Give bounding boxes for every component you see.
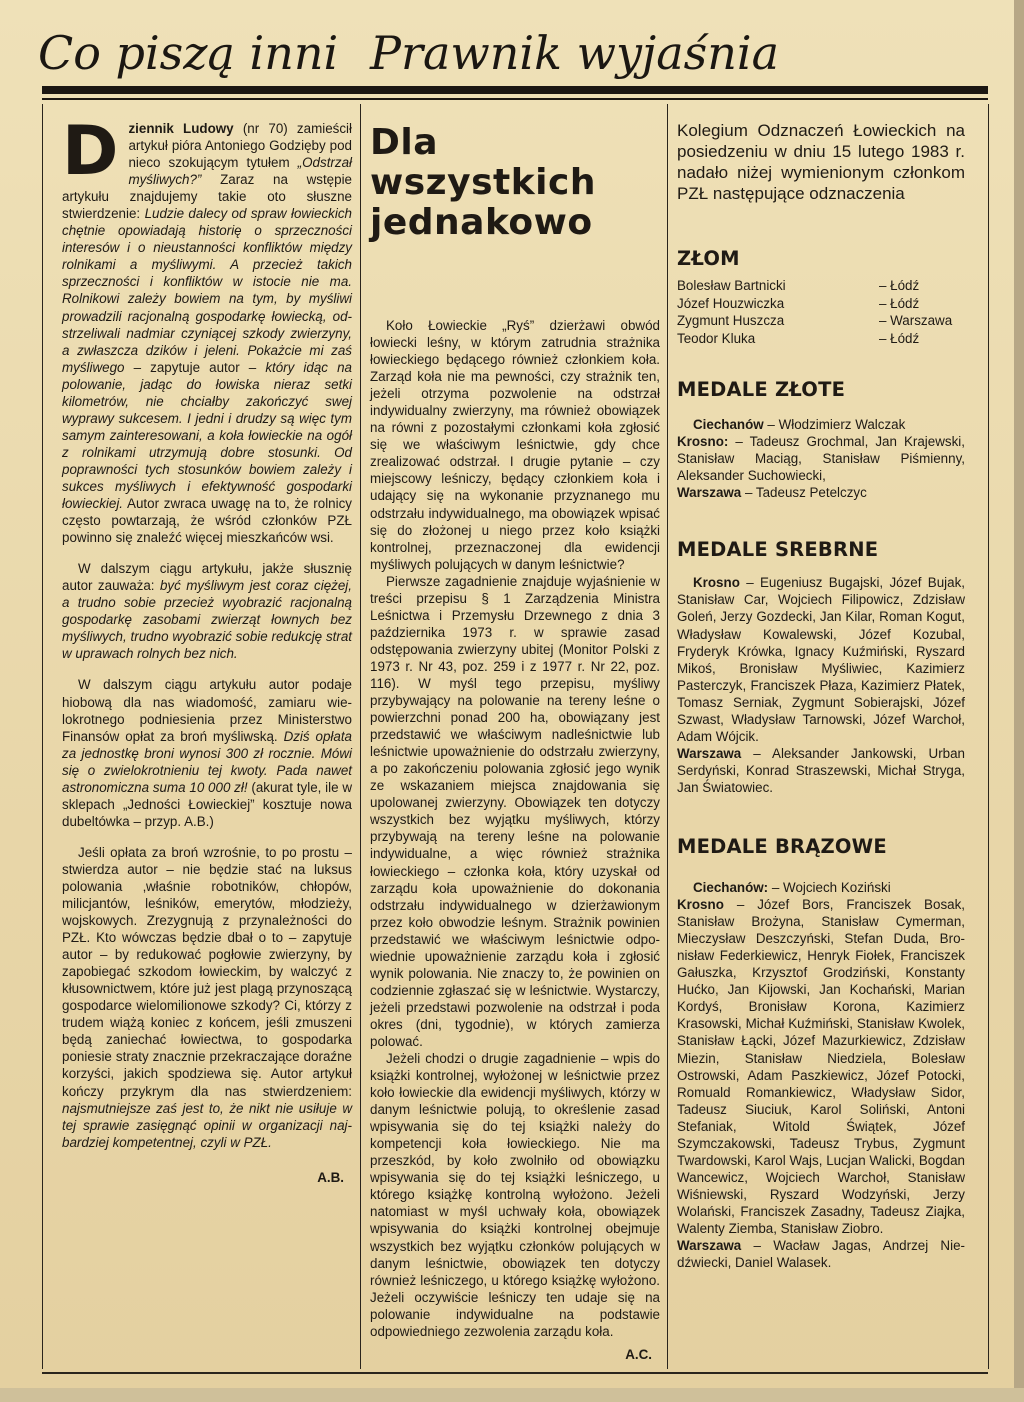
- article-headline: Dla wszystkich jednakowo: [370, 122, 596, 243]
- bronze-recipients: Ciechanów: – Wojciech Koziński Krosno – Józef Bors, Franciszek Bosak, Stanisław Brożyna, Stanisław Cymerman, Mieczysław Deszczyński, Stefan Duda, Bronisław Federkiewicz, Henryk Fiołek, Franciszek Gałuszka, Krzysztof Grodziński, Konstanty Hućko, Jan Kijowski, Jan Kochański, Marian Kordyś, Bronisław Korona, Kazimierz Krasowski, Michał Kuźmiński, Stanisław Kwolek, Stanisław Łącki, Józef Mazurkiewicz, Zdzisław Miezin, Stanisław Niedziela, Bolesław Ostrowski, Adam Paszkiewicz, Józef Potocki, Romuald Romankiewicz, Władysław Sidor, Tadeusz Siuciuk, Karol Soliński, Antoni Stefaniak, Witold Świątek, Józef Szymczakowski, Tadeusz Trybus, Zygmunt Twardowski, Karol Wajs, Lucjan Walicki, Bogdan Wancewicz, Wojciech Warchoł, Stanisław Wiśniewski, Ryszard Wodzyński, Jerzy Wolański, Franciszek Zasadny, Tadeusz Ziajka, Walenty Ziemba, Stanisław Ziobro. Warszawa – Wacław Jagas, Andrzej Niedźwiecki, Daniel Walasek.: [677, 880, 965, 1271]
- article-paragraph: Koło Łowieckie „Ryś” dzierżawi obwód łowiecki leśny, w którym zatrudnia strażnika łowieckiego będącego również członkiem koła. Zarząd koła nie ma pewności, czy strażnik ten, jeżeli otrzyma pozwolenie na odstrzał indywidualny zwierzyny, ma również obowiązek na równi z pozostałymi członkami koła zgłosić się we właściwym leśnictwie, gdy chce zrealizować odstrzał. I drugie pytanie – czy miejscowy leśniczy, będący członkiem koła i udający się na wykonanie przyznanego mu odstrzału indywidualnego, ma obowiązek wpisać się do złożonej u niego przez koło książki kontrolnej, przeznaczonej dla ewidencji myśliwych polujących w danym leśnictwie?: [370, 318, 660, 572]
- recipient-row: [677, 312, 965, 330]
- article-paragraph: Pierwsze zagadnienie znajduje wyjaśnienie w treści przepisu § 1 Zarządzenia Ministra Leśnictwa i Przemysłu Drzewnego z dnia 3 października 1973 r. w sprawie zasad odstępowania zwierzyny ubitej (Monitor Polski z 1973 r. Nr 43, poz. 259 i z 1977 r. Nr 22, poz. 116). W myśl tego przepisu, myśliwy przybywający na polowanie na tereny leśne o powierzchni ponad 200 ha, obowiązany jest przedstawić we właściwym nadleśnictwie lub leśnictwie upoważnienie do odstrzału zwierzyny, a po zakończeniu polowania zgłosić jego wynik ze wskazaniem miejsca znajdowania się upolowanej zwierzyny. Obowiązek ten dotyczy wszystkich bez wyjątku myśliwych, którzy przybywają na tereny leśne na polowanie indywidualne, a więc również strażnika łowieckiego – członka koła, który uzyskał od zarządu koła upoważnienie do dokonania odstrzału indywidualnego w dzierżawionym przez koło obwodzie leśnym. Strażnik powinien przedstawić we właściwym leśnictwie odpowiednie upoważnienie zarządu koła i zgłosić wynik polowania. Nie znaczy to, że powinien on codziennie zgłaszać się w leśnictwie. Wystarczy, jeżeli przedstawi pozwolenie na odstrzał i poda okres (dni, tygodnie), w których zamierza polować.: [370, 573, 660, 1049]
- frame-bottom: [42, 1372, 988, 1374]
- recipient-name: Józef Houzwiczka: [677, 295, 785, 311]
- paragraph-text: ziennik Ludowy (nr 70) zamieścił artykuł pióra Antoniego Godzięby pod nieco szokującym tytułem „Odstrzał myśliwych?” Zaraz na wstępie artykułu znajdujemy takie oto słuszne stwierdzenie: Ludzie dalecy od spraw łowieckich chętnie opowiadają historię o sprzeczności interesów i o nieustanności konfliktów między rolnikami a myśliwymi. A przecież takich sprzeczności i konfliktów w istocie nie ma. Rolnikowi zależy bowiem na tym, by myśliwi prowadzili racjonalną gospodarkę łowiecką, odstrzeliwali nadmiar czyniącej szkody zwierzyny, a zwłaszcza dzików i jeleni. Pokażcie mi zaś myśliwego – zapytuje autor – który idąc na polowanie, jadąc do łowiska nieraz setki kilometrów, nie chciałby zakończyć swej wyprawy sukcesem. I jedni i drudzy są więc tym samym zainteresowani, a koła łowieckie na ogół z rolnikami utrzymują dobre stosunki. Od poprawności tych stosunków bowiem zależy i sukces myśliwych i efektywność gospodarki łowieckiej. Autor zwraca uwagę na to, że rolnicy często powtarzają, że wśród członków PZŁ powinno się znaleźć więcej mieszkańców wsi.: [62, 121, 352, 546]
- article-paragraph: Jeżeli chodzi o drugie zagadnienie – wpis do książki kontrolnej, wyłożonej w leśnictwie przez koło łowieckie dla ewidencji myśliwych, którzy w danym leśnictwie polują, to określenie zasad wpisywania się do tej książki należy do kompetencji koła łowieckiego. Nie ma przeszkód, by koło zwolniło od obowiązku wpisywania się do tej książki leśniczego, u którego książkę kontrolną wyłożono. Jeżeli natomiast w myśl uchwały koła, obowiązek wpisywania do książki kontrolnej obejmuje wszystkich bez wyjątku członków polujących w danym leśnictwie, obowiązek ten dotyczy również leśniczego, u którego książkę wyłożono. Jeżeli oczywiście leśniczy ten udaje się na polowanie indywidualne na podstawie odpowiedniego zezwolenia zarządu koła.: [370, 1051, 660, 1339]
- article-column-press-review: [62, 112, 352, 1186]
- award-heading-bronze: MEDALE BRĄZOWE: [677, 834, 887, 858]
- recipient-name: Teodor Kluka: [677, 330, 756, 346]
- recipient-city: – Łódź: [879, 295, 920, 311]
- author-signature: A.B.: [317, 1169, 344, 1185]
- article-column-legal: [370, 123, 660, 1363]
- author-signature: A.C.: [625, 1346, 652, 1362]
- recipient-name: Bolesław Bartnicki: [677, 278, 786, 294]
- zlom-recipients-table: [677, 277, 965, 347]
- frame-right: [988, 104, 989, 1369]
- award-heading-zlom: ZŁOM: [677, 247, 740, 270]
- recipient-row: [677, 295, 965, 313]
- award-heading-silver: MEDALE SREBRNE: [677, 538, 879, 562]
- header-rule: [42, 86, 988, 94]
- recipient-city: – Warszawa: [879, 313, 953, 329]
- recipient-city: – Łódź: [879, 330, 920, 346]
- article-paragraph: W dalszym ciągu artykułu, jakże słusznię autor zauważa: być myśliwym jest coraz ciężej, a trudno sobie przecież wyobrazić racjonalną gospodarkę zasobami zwierząt łownych bez myśliwych, trudno wyobrazić sobie redukcję strat w uprawach rolnych bez nich.: [62, 561, 352, 662]
- recipient-city: – Łódź: [879, 278, 920, 294]
- award-heading-gold: MEDALE ZŁOTE: [677, 378, 846, 402]
- page-edge-shadow: [1014, 0, 1024, 1402]
- drop-cap: D: [62, 112, 119, 191]
- silver-recipients: Krosno – Eugeniusz Bugajski, Józef Bujak, Stanisław Car, Wojciech Filipowicz, Zdzisław Goleń, Jerzy Gozdecki, Jan Kilar, Roman Kogut, Władysław Kowalewski, Józef Kozubal, Fryderyk Krówka, Ignacy Kuźmiński, Ryszard Mikoś, Bronisław Myśliwiec, Kazimierz Pasterczyk, Franciszek Płaza, Kazimierz Płatek, Tomasz Serniak, Zygmunt Sobierajski, Józef Szwast, Władysław Tarnowski, Józef Warchoł, Adam Wójcik. Warszawa – Aleksander Jankowski, Urban Serdyński, Konrad Straszewski, Michał Stryga, Jan Światowiec.: [677, 575, 965, 795]
- header-rule-thin: [42, 98, 988, 100]
- article-paragraph: W dalszym ciągu artykułu autor podaje hiobową dla nas wiadomość, zamiaru wielokrotnego podniesienia przez Ministerstwo Finansów opłat za broń myśliwską. Dziś opłata za jednostkę broni wynosi 300 zł rocznie. Mówi się o zwielokrotnieniu tej kwoty. Pada nawet astronomiczna suma 10 000 zł! (akurat tyle, ile w sklepach „Jedności Łowieckiej” kosztuje nowa dubeltówka – przyp. A.B.): [62, 677, 352, 829]
- section-title-right: Prawnik wyjaśnia: [370, 26, 779, 80]
- page-bottom-edge: [0, 1388, 1024, 1402]
- article-paragraph: Jeśli opłata za broń wzrośnie, to po prostu – stwierdza autor – nie będzie stać na luksus polowania ‚właśnie robotników, chłopów, milicjantów, leśników, emerytów, młodzieży, wojskowych. Zrezygnują z przynależności do PZŁ. Kto wówczas będzie dbał o to – zapytuje autor – by redukować pogłowie zwierzyny, by zapobiegać szkodom łowieckim, by walczyć z kłusownictwem, które już jest plagą przynoszącą gospodarce wielomilionowe szkody? Ci, którzy z trudem wiążą koniec z końcem, jeśli zmuszeni będą zaniechać łowiectwa, to gospodarka poniesie straty znacznie przekraczające doraźne korzyści, jakich spodziewa się. Autor artykuł kończy przykrym dla nas stwierdzeniem: najsmutniejsze zaś jest to, że nikt nie usiłuje w tej sprawie zasięgnąć opinii w organizacji najbardziej kompetentnej, czyli w PZŁ.: [62, 844, 352, 1150]
- recipient-row: [677, 330, 965, 348]
- awards-intro: Kolegium Odznaczeń Łowieckich na posiedzeniu w dniu 15 lutego 1983 r. nadało niżej wymienionym członkom PZŁ następujące odznaczenia: [677, 121, 965, 203]
- awards-column: [677, 120, 965, 1271]
- article-paragraph: [62, 112, 352, 546]
- gold-recipients: Ciechanów – Włodzimierz Walczak Krosno: – Tadeusz Grochmal, Jan Krajewski, Stanisław Maciąg, Stanisław Piśmienny, Aleksander Suchowiecki, Warszawa – Tadeusz Petelczyc: [677, 417, 965, 501]
- frame-left: [42, 104, 43, 1369]
- column-divider: [667, 104, 668, 1369]
- recipient-row: [677, 277, 965, 295]
- section-title-left: Co piszą inni: [38, 26, 339, 80]
- column-divider: [360, 104, 361, 1369]
- recipient-name: Zygmunt Huszcza: [677, 313, 785, 329]
